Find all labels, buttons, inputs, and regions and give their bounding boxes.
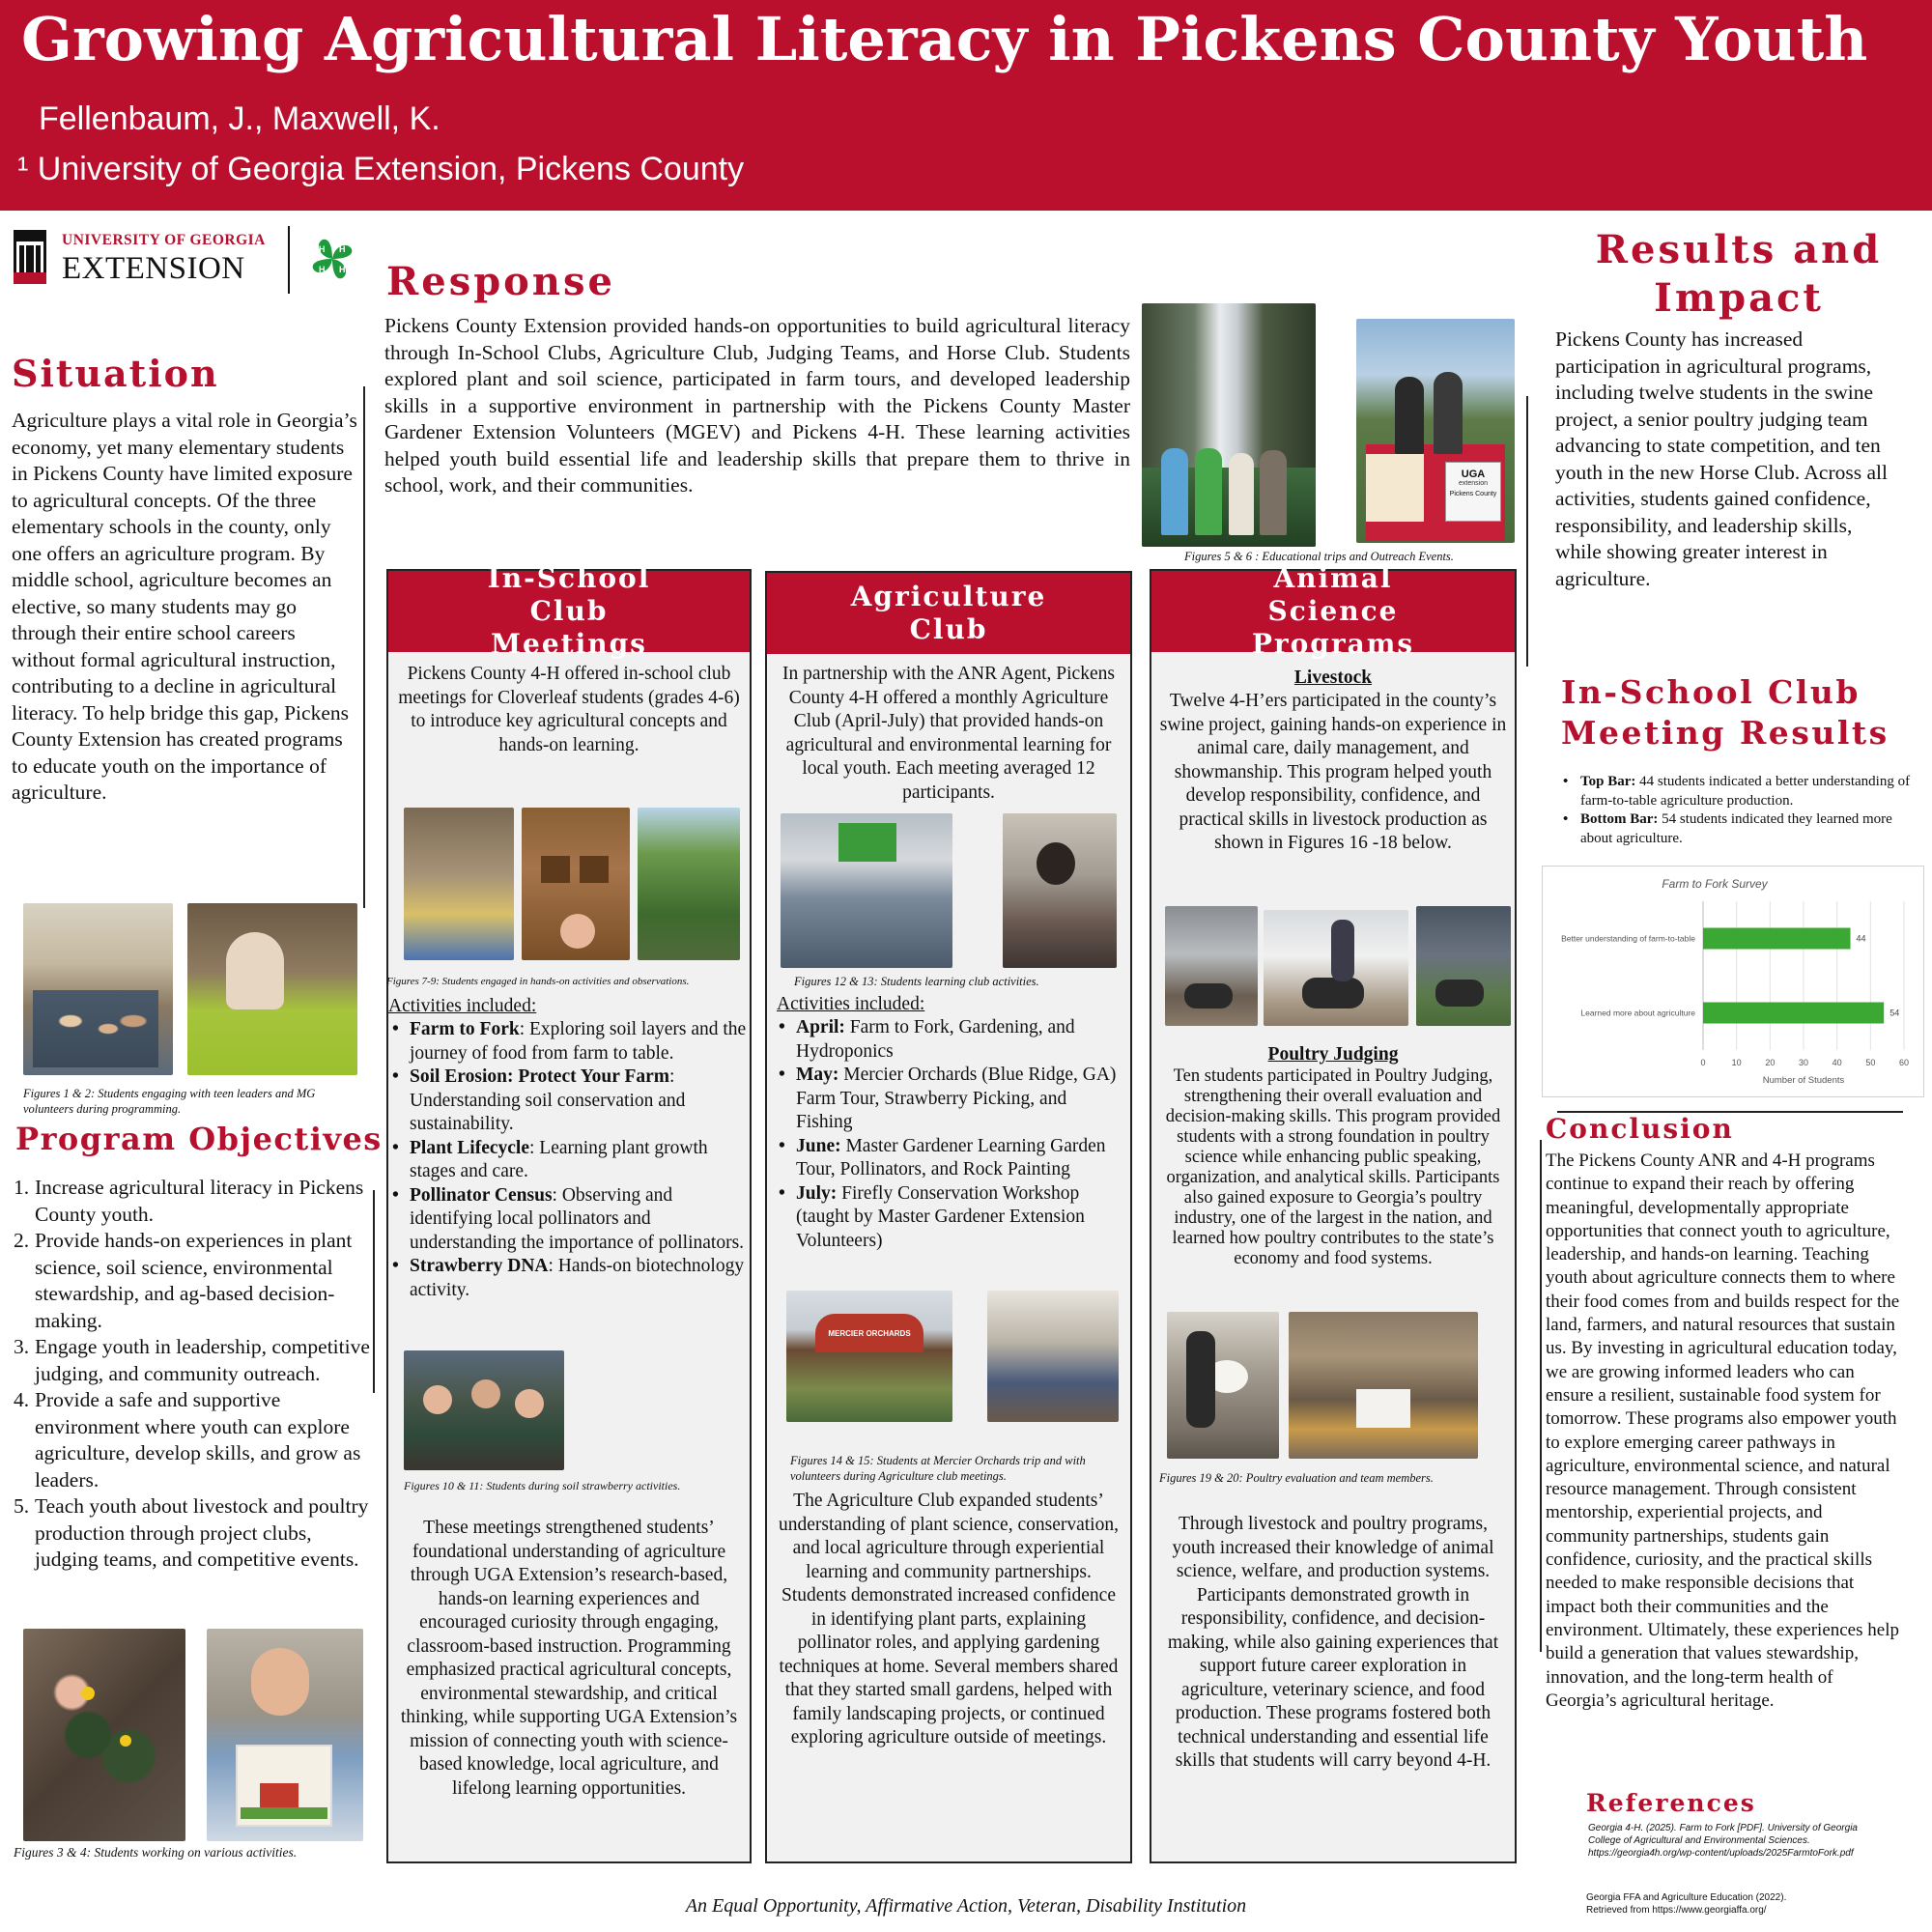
photo-swine-show-3 — [1416, 906, 1511, 1026]
inschool-activity-text: : Hands-on biotechnology activity. — [410, 1256, 745, 1300]
chart-bar — [1703, 928, 1851, 950]
agclub-activities-label-text: Activities included: — [777, 994, 925, 1014]
inschool-activity-text: : Learning plant growth stages and care. — [410, 1137, 708, 1181]
photo-student-drawing — [207, 1629, 363, 1841]
uga-extension-logo — [14, 226, 346, 294]
photo-waterfall-trip — [1142, 303, 1316, 547]
conclusion-divider — [1540, 1140, 1542, 1652]
inschool-activity — [390, 1184, 750, 1256]
objective-text: Provide a safe and supportive environment where youth can explore agriculture, develop skills, and grow as leaders. — [35, 1388, 361, 1492]
figures-3-4-caption: Figures 3 & 4: Students working on various activities. — [14, 1845, 298, 1860]
agclub-activity — [777, 1064, 1126, 1135]
results-bullet-label: Top Bar: — [1580, 774, 1636, 789]
inschool-activity-label: Plant Lifecycle — [410, 1137, 529, 1158]
poster-title: Growing Agricultural Literacy in Pickens County Youth — [21, 4, 1868, 74]
left-column-divider — [363, 386, 365, 908]
title-banner — [0, 0, 1932, 211]
svg-text:H: H — [319, 265, 326, 274]
agclub-heading: Agriculture Club — [767, 571, 1130, 654]
booth-sign-sub: extension — [1459, 480, 1488, 487]
meeting-results-heading-line2: Meeting Results — [1561, 714, 1889, 752]
chart-bar — [1703, 1003, 1884, 1024]
inschool-activity-text: : Exploring soil layers and the journey of food from farm to table. — [410, 1019, 747, 1064]
farm-to-fork-chart — [1542, 866, 1924, 1097]
photo-soil-cups — [522, 808, 630, 960]
svg-text:H: H — [339, 244, 346, 254]
photo-volunteer-table — [187, 903, 357, 1075]
results-bullets — [1561, 773, 1918, 848]
inschool-activity-label: Pollinator Census — [410, 1184, 553, 1206]
inschool-activity — [390, 1137, 750, 1184]
agclub-activity-label: May: — [796, 1065, 839, 1085]
figures-5-6-caption: Figures 5 & 6 : Educational trips and Outreach Events. — [1184, 550, 1454, 563]
results-divider — [1526, 396, 1528, 667]
objective-number: 1. — [14, 1176, 30, 1199]
figures-10-11-caption: Figures 10 & 11: Students during soil strawberry activities. — [404, 1479, 681, 1492]
results-heading-line1: Results and — [1595, 227, 1883, 272]
agclub-activity-text: Master Gardener Learning Garden Tour, Pollinators, and Rock Painting — [796, 1135, 1106, 1179]
photo-mercier-orchards — [786, 1291, 952, 1422]
authors: Fellenbaum, J., Maxwell, K. — [39, 100, 440, 137]
chart-svg — [1543, 867, 1925, 1098]
situation-text: Agriculture plays a vital role in Georgia’s economy, yet many elementary students in Pickens County have limited exposure to agricultural concepts. Of the three elementary schools in the county, only one offers an agriculture program. By middle school, agriculture becomes an elective, so many students may go through their entire school careers without formal agricultural instruction, contributing to a decline in agricultural literacy. To help bridge this gap, Pickens County Extension has created programs to educate youth on the importance of agriculture. — [12, 409, 357, 804]
objective-item — [14, 1228, 371, 1334]
response-text: Pickens County Extension provided hands-on opportunities to build agricultural literacy through In-School Clubs, Agriculture Club, Judging Teams, and Horse Club. Students explored plant and soil science, participated in farm tours, and developed leadership skills in a supportive environment in partnership with the Pickens County Master Gardener Extension Volunteers (MGEV) and Pickens 4-H. These learning activities helped youth build essential life and leadership skills that prepare them to thrive in school, work, and their communities. — [384, 314, 1130, 497]
response-heading: Response — [386, 259, 615, 304]
results-bullet-text: 54 students indicated they learned more about agriculture. — [1580, 811, 1892, 846]
reference-1: Georgia 4-H. (2025). Farm to Fork [PDF]. University of Georgia College of Agricultural and Environmental Sciences. https://georgia4h.org/wp-content/uploads/2025FarmtoFork.pdf — [1588, 1823, 1858, 1859]
objectives-divider — [373, 1190, 375, 1393]
affiliation: ¹ University of Georgia Extension, Pickens County — [17, 151, 745, 187]
photo-students-activity — [404, 808, 514, 960]
chart-x-tick-label: 20 — [1765, 1058, 1776, 1067]
photo-swine-show-1 — [1165, 906, 1258, 1026]
photo-hands-planting — [23, 1629, 185, 1841]
objective-number: 3. — [14, 1335, 30, 1358]
agclub-activity — [777, 1135, 1126, 1182]
objective-item — [14, 1175, 371, 1228]
objectives-heading: Program Objectives — [15, 1121, 383, 1157]
inschool-activity — [390, 1018, 750, 1065]
inschool-activity — [390, 1255, 750, 1302]
inschool-activity-label: Farm to Fork — [410, 1019, 520, 1039]
photo-club-group — [781, 813, 952, 968]
objective-text: Provide hands-on experiences in plant science, soil science, environmental stewardship, and ag-based decision-making. — [35, 1229, 353, 1332]
chart-data-label: 44 — [1856, 933, 1866, 944]
agclub-activities-list — [777, 1016, 1126, 1253]
logo-line2: EXTENSION — [62, 251, 245, 286]
poultry-title — [1159, 1043, 1507, 1067]
agclub-closing: The Agriculture Club expanded students’ understanding of plant science, conservation, and local agriculture through experiential learning and community partnerships. Students demonstrated increased confidence in identifying plant parts, explaining pollinator roles, and applying gardening techniques at home. Several members shared that they started small gardens, helped with family landscaping projects, or continued exploring agriculture outside of meetings. — [779, 1491, 1119, 1747]
4h-clover-icon — [309, 236, 355, 282]
inschool-activity-label: Soil Erosion: Protect Your Farm — [410, 1066, 670, 1087]
animal-closing: Through livestock and poultry programs, youth increased their knowledge of animal science, welfare, and production systems. Participants demonstrated growth in responsibility, confidence, and decision-making, while also gaining experiences that support future career exploration in agriculture, veterinary science, and food production. These programs fostered both technical understanding and essential life skills that students will carry beyond 4-H. — [1167, 1514, 1499, 1771]
photo-volunteers-meeting — [987, 1291, 1119, 1422]
conclusion-heading: Conclusion — [1546, 1113, 1734, 1145]
agclub-activity-text: Firefly Conservation Workshop (taught by Master Gardener Extension Volunteers) — [796, 1182, 1085, 1251]
agclub-activity-label: April: — [796, 1017, 845, 1037]
chart-data-label: 54 — [1889, 1008, 1900, 1018]
results-heading — [1555, 226, 1922, 323]
svg-text:H: H — [319, 244, 326, 254]
conclusion-text: The Pickens County ANR and 4-H programs continue to expand their reach by offering meaningful, developmentally appropriate opportunities that connect youth to agriculture, leadership, and hands-on learning. Teaching youth about agriculture connects them to where their food comes from and builds respect for the land, farmers, and natural resources that sustain us. By investing in agricultural education today, we are growing informed leaders who can ensure a resilient, sustainable food system for tomorrow. These programs also empower youth to explore emerging career pathways in agriculture, environmental science, and natural resource management. Through consistent mentorship, experiential projects, and community partnerships, students gain confidence, curiosity, and the practical skills needed to make responsible decisions that impact both their communities and the environment. Ultimately, these experiences help build a generation that values stewardship, innovation, and the long-term health of Georgia’s agricultural heritage. — [1546, 1151, 1900, 1711]
figures-1-2-caption: Figures 1 & 2: Students engaging with teen leaders and MG volunteers during programming. — [23, 1087, 316, 1116]
svg-text:H: H — [339, 265, 346, 274]
inschool-activity-text: : Observing and identifying local pollinators and understanding the importance of pollinators. — [410, 1184, 745, 1253]
inschool-activities-label — [388, 995, 536, 1019]
objective-number: 5. — [14, 1494, 30, 1518]
photo-outreach-booth — [1356, 319, 1515, 543]
figures-19-20-caption: Figures 19 & 20: Poultry evaluation and team members. — [1159, 1471, 1434, 1485]
chart-x-axis-label: Number of Students — [1762, 1075, 1845, 1086]
references-heading: References — [1586, 1789, 1756, 1817]
orchard-sign — [815, 1314, 923, 1352]
inschool-activities-list — [390, 1018, 750, 1302]
meeting-results-heading — [1561, 672, 1889, 753]
livestock-title-text: Livestock — [1293, 668, 1373, 688]
objective-number: 2. — [14, 1229, 30, 1252]
booth-sign-logo: UGA — [1461, 469, 1486, 480]
agclub-activity-text: Farm to Fork, Gardening, and Hydroponics — [796, 1017, 1075, 1062]
agclub-intro: In partnership with the ANR Agent, Pickens County 4-H offered a monthly Agriculture Club (April-July) that provided hands-on agricultural and environmental learning for local youth. Each meeting averaged 12 participants. — [782, 664, 1115, 803]
results-bullet — [1561, 773, 1918, 810]
chart-category-label: Learned more about agriculture — [1580, 1008, 1695, 1018]
photo-strawberry-dna — [404, 1350, 564, 1470]
figures-12-13-caption: Figures 12 & 13: Students learning club activities. — [794, 975, 1039, 988]
photo-poultry-evaluation — [1167, 1312, 1279, 1459]
objective-text: Increase agricultural literacy in Pickens County youth. — [35, 1176, 364, 1226]
inschool-heading: In-School Club Meetings — [388, 569, 750, 652]
agclub-activity-label: June: — [796, 1135, 841, 1156]
logo-divider — [288, 226, 290, 294]
photo-poultry-team — [1289, 1312, 1478, 1459]
inschool-intro: Pickens County 4-H offered in-school club meetings for Cloverleaf students (grades 4-6) to introduce key agricultural concepts and hands-on learning. — [398, 664, 740, 755]
photo-swine-show-2 — [1264, 910, 1408, 1026]
livestock-text: Twelve 4-H’ers participated in the county’s swine project, gaining hands-on experience in animal care, daily management, and showmanship. This program helped youth develop responsibility, confidence, and practical skills in livestock production as shown in Figures 16 -18 below. — [1159, 691, 1507, 853]
objectives-list — [14, 1175, 371, 1574]
reference-2-line1: Georgia FFA and Agriculture Education (2022). — [1586, 1892, 1787, 1903]
reference-2-line2: Retrieved from https://www.georgiaffa.org/ — [1586, 1905, 1767, 1916]
footer-text: An Equal Opportunity, Affirmative Action, Veteran, Disability Institution — [685, 1895, 1247, 1917]
situation-heading: Situation — [12, 352, 219, 395]
chart-x-tick-label: 50 — [1865, 1058, 1876, 1067]
inschool-closing: These meetings strengthened students’ foundational understanding of agriculture through UGA Extension’s research-based, hands-on learning experiences and encouraged curiosity through engaging, classroom-based instruction. Programming emphasized practical agricultural concepts, environmental stewardship, and critical thinking, while supporting UGA Extension’s mission of connecting youth with science-based knowledge, local agriculture, and lifelong learning opportunities. — [400, 1518, 738, 1799]
chart-x-tick-label: 30 — [1798, 1058, 1809, 1067]
figures-7-9-caption: Figures 7-9: Students engaged in hands-on activities and observations. — [386, 976, 690, 987]
results-bullet-label: Bottom Bar: — [1580, 811, 1659, 827]
inschool-activity-label: Strawberry DNA — [410, 1256, 549, 1276]
uga-arch-icon — [14, 230, 46, 284]
agclub-activity-label: July: — [796, 1182, 838, 1204]
agclub-activity-text: Mercier Orchards (Blue Ridge, GA) Farm Tour, Strawberry Picking, and Fishing — [796, 1065, 1117, 1132]
meeting-results-heading-line1: In-School Club — [1561, 673, 1861, 711]
figures-14-15-caption: Figures 14 & 15: Students at Mercier Orchards trip and with volunteers during Agriculture club meetings. — [790, 1454, 1086, 1483]
objective-item — [14, 1387, 371, 1493]
logo-line1: UNIVERSITY OF GEORGIA — [62, 232, 266, 248]
objective-number: 4. — [14, 1388, 30, 1411]
objective-item — [14, 1493, 371, 1574]
results-bullet-text: 44 students indicated a better understanding of farm-to-table agriculture production. — [1580, 774, 1911, 809]
objective-item — [14, 1334, 371, 1387]
chart-title: Farm to Fork Survey — [1662, 877, 1768, 891]
poultry-title-text: Poultry Judging — [1267, 1044, 1399, 1065]
results-bullet — [1561, 810, 1918, 848]
poultry-text: Ten students participated in Poultry Judging, strengthening their overall evaluation and decision-making skills. This program provided students with a strong foundation in poultry science while enhancing public speaking, organization, and analytical skills. Participants also gained exposure to Georgia’s poultry industry, one of the largest in the nation, and learned how poultry contributes to the state’s economy and food systems. — [1165, 1066, 1501, 1268]
results-heading-line2: Impact — [1654, 275, 1824, 321]
reference-2 — [1586, 1891, 1905, 1917]
inschool-activities-label-text: Activities included: — [388, 996, 537, 1016]
agclub-activities-label — [777, 993, 924, 1017]
photo-classroom-students — [23, 903, 173, 1075]
results-text: Pickens County has increased participation in agricultural programs, including twelve students in the swine project, a senior poultry judging team advancing to state competition, and ten youth in the new Horse Club. Across all activities, students gained confidence, responsibility, and leadership skills, while showing greater interest in agriculture. — [1555, 327, 1888, 590]
chart-category-label: Better understanding of farm-to-table — [1561, 933, 1695, 944]
chart-x-tick-label: 0 — [1700, 1058, 1706, 1067]
inschool-activity — [390, 1065, 750, 1137]
animal-heading: Animal Science Programs — [1151, 569, 1515, 652]
livestock-title — [1159, 667, 1507, 691]
photo-hydroponics — [1003, 813, 1117, 968]
booth-sign — [1445, 462, 1501, 522]
agclub-activity — [777, 1016, 1126, 1064]
chart-x-tick-label: 40 — [1832, 1058, 1842, 1067]
chart-x-tick-label: 10 — [1731, 1058, 1742, 1067]
inschool-activity-text: : Understanding soil conservation and sustainability. — [410, 1066, 686, 1134]
photo-pollinator-garden — [638, 808, 740, 960]
agclub-activity — [777, 1182, 1126, 1254]
orchard-sign-text: MERCIER ORCHARDS — [828, 1329, 911, 1338]
objective-text: Teach youth about livestock and poultry production through project clubs, judging teams, and competitive events. — [35, 1494, 369, 1571]
chart-x-tick-label: 60 — [1898, 1058, 1910, 1067]
booth-sign-text: Pickens County — [1449, 491, 1497, 497]
objective-text: Engage youth in leadership, competitive judging, and community outreach. — [35, 1335, 370, 1385]
